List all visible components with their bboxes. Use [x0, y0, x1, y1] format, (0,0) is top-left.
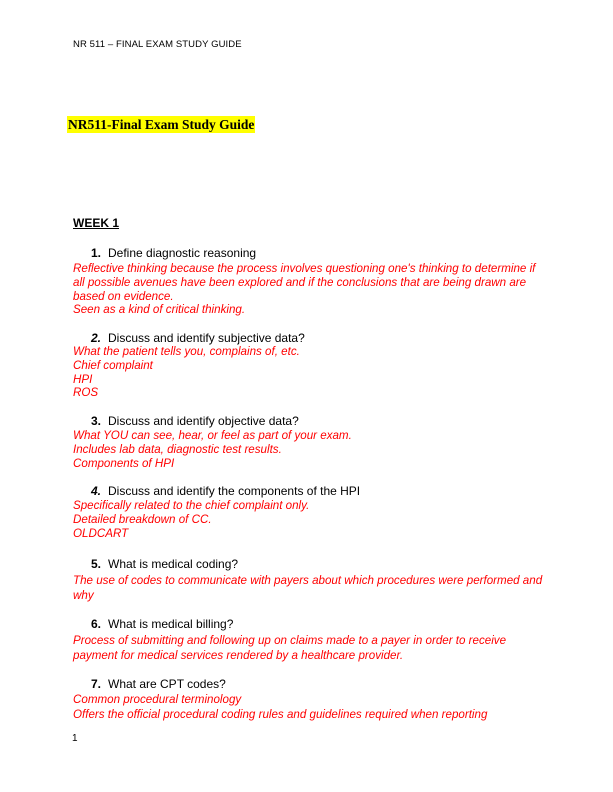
question-text: Discuss and identify objective data? — [108, 414, 299, 428]
question-1 — [91, 246, 256, 260]
answer-line: What the patient tells you, complains of, etc. — [73, 345, 300, 358]
answer-line: Specifically related to the chief complaint only. — [73, 499, 310, 512]
document-title: NR511-Final Exam Study Guide — [68, 117, 255, 132]
question-number: 6. — [91, 617, 102, 631]
question-number: 2. — [91, 331, 102, 345]
question-text: Discuss and identify subjective data? — [108, 331, 305, 345]
question-text: Define diagnostic reasoning — [108, 246, 257, 260]
question-text: What is medical coding? — [108, 557, 239, 571]
question-text: What are CPT codes? — [108, 677, 226, 691]
answer-line: Offers the official procedural coding rules and guidelines required when reporting — [73, 708, 488, 721]
answer-line: ROS — [73, 386, 99, 400]
question-number: 4. — [91, 484, 102, 498]
answer-line: Chief complaint — [73, 358, 153, 372]
question-number: 7. — [91, 677, 102, 691]
answer-line: Components of HPI — [73, 456, 175, 470]
running-header: NR 511 – FINAL EXAM STUDY GUIDE — [73, 39, 242, 50]
week-heading: WEEK 1 — [73, 216, 120, 230]
answer-2 — [73, 345, 543, 400]
answer-5 — [73, 573, 548, 603]
question-3 — [91, 414, 299, 428]
answer-3 — [73, 429, 543, 470]
answer-line: Process of submitting and following up on claims made to a payer in order to receive payment for medical services rendered by a healthcare provider. — [73, 634, 507, 662]
answer-line: Detailed breakdown of CC. — [73, 512, 212, 526]
answer-6 — [73, 633, 538, 663]
question-text: Discuss and identify the components of the HPI — [108, 484, 361, 498]
answer-line: HPI — [73, 372, 93, 386]
question-number: 5. — [91, 557, 102, 571]
answer-line: The use of codes to communicate with payers about which procedures were performed and why — [73, 574, 543, 602]
question-text: What is medical billing? — [108, 617, 234, 631]
answer-line: What YOU can see, hear, or feel as part of your exam. — [73, 429, 352, 442]
answer-line: Reflective thinking because the process involves questioning one's thinking to determine if all possible avenues have been explored and if the conclusions that are being drawn are based on evidence. — [73, 262, 536, 303]
answer-7 — [73, 692, 553, 722]
question-7 — [91, 677, 226, 691]
page-number: 1 — [72, 733, 78, 744]
answer-line: Seen as a kind of critical thinking. — [73, 303, 246, 317]
answer-4 — [73, 499, 543, 540]
answer-line: Common procedural terminology — [73, 693, 242, 706]
answer-1 — [73, 262, 543, 317]
question-6 — [91, 617, 233, 631]
question-2 — [91, 331, 305, 345]
answer-line: Includes lab data, diagnostic test results. — [73, 442, 282, 456]
question-5 — [91, 557, 238, 571]
answer-line: OLDCART — [73, 526, 129, 540]
question-4 — [91, 484, 360, 498]
question-number: 1. — [91, 246, 102, 260]
question-number: 3. — [91, 414, 102, 428]
